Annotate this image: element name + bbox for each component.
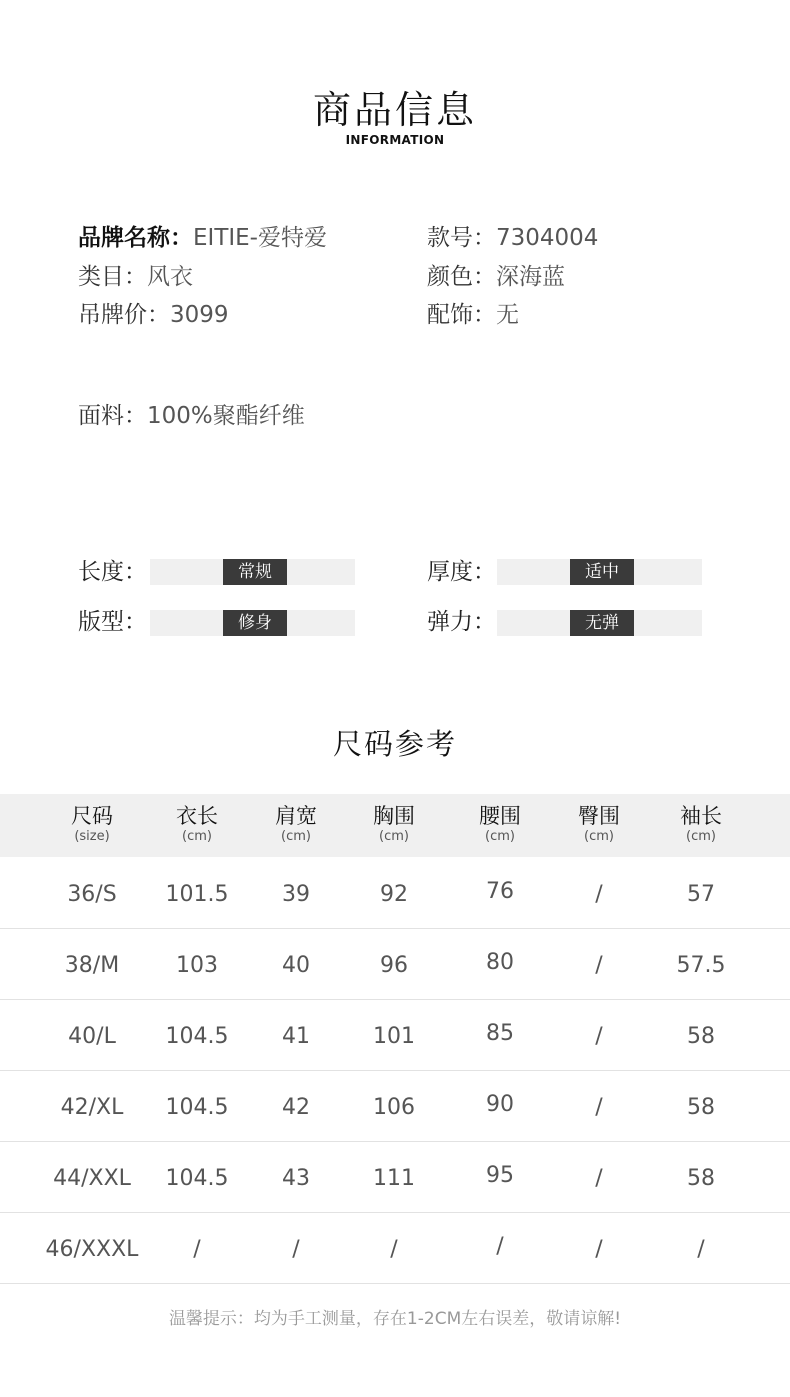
table-cell: 104.5 — [165, 1166, 229, 1191]
table-cell: / — [390, 1237, 398, 1262]
table-cell: 104.5 — [165, 1095, 229, 1120]
brand-label: 品牌名称： — [78, 225, 193, 251]
column-header-label: 衣长 — [176, 804, 218, 828]
table-cell: 103 — [176, 953, 218, 978]
category-value: 风衣 — [147, 264, 193, 290]
attr-elasticity-scale — [497, 610, 702, 636]
table-cell: 57.5 — [676, 953, 726, 978]
table-row — [0, 929, 790, 1000]
table-cell: / — [697, 1237, 705, 1262]
column-header-label: 胸围 — [373, 804, 415, 828]
table-cell: 76 — [486, 879, 514, 904]
table-cell: / — [595, 953, 603, 978]
table-cell: 101.5 — [165, 882, 229, 907]
table-cell: / — [595, 1024, 603, 1049]
column-header-unit: (cm) — [485, 829, 515, 844]
table-cell: / — [595, 1237, 603, 1262]
price-label: 吊牌价： — [78, 302, 170, 328]
attr-thickness-label: 厚度： — [427, 559, 496, 585]
table-cell: 58 — [687, 1024, 715, 1049]
size-table-header — [0, 794, 790, 857]
table-cell: 58 — [687, 1166, 715, 1191]
color-label: 颜色： — [427, 264, 496, 290]
color-value: 深海蓝 — [496, 264, 565, 290]
table-row — [0, 1213, 790, 1284]
column-header — [241, 803, 351, 845]
table-cell: 44/XXL — [53, 1166, 131, 1191]
column-header-unit: (cm) — [686, 829, 716, 844]
size-chart-title: 尺码参考 — [332, 727, 457, 761]
column-header-unit: (cm) — [379, 829, 409, 844]
table-cell: / — [595, 1166, 603, 1191]
table-cell: 58 — [687, 1095, 715, 1120]
column-header-label: 尺码 — [71, 804, 113, 828]
attr-fit-label: 版型： — [78, 609, 147, 635]
accessory-row — [427, 300, 519, 330]
table-cell: 40 — [282, 953, 310, 978]
style-no-row — [427, 223, 598, 253]
column-header — [544, 803, 654, 845]
table-cell: / — [595, 1095, 603, 1120]
accessory-label: 配饰： — [427, 302, 496, 328]
table-cell: 42 — [282, 1095, 310, 1120]
table-cell: 90 — [486, 1092, 514, 1117]
table-cell: 104.5 — [165, 1024, 229, 1049]
table-cell: / — [193, 1237, 201, 1262]
fabric-label: 面料： — [78, 403, 147, 429]
column-header-unit: (cm) — [182, 829, 212, 844]
attr-length-indicator: 常规 — [223, 559, 287, 585]
table-cell: 39 — [282, 882, 310, 907]
column-header — [37, 803, 147, 845]
attr-fit-indicator: 修身 — [223, 610, 287, 636]
table-cell: 43 — [282, 1166, 310, 1191]
table-row — [0, 1142, 790, 1213]
column-header-unit: (size) — [74, 829, 110, 844]
attr-thickness-indicator: 适中 — [570, 559, 634, 585]
brand-value: EITIE-爱特爱 — [193, 225, 327, 251]
page-subtitle: INFORMATION — [345, 133, 445, 147]
column-header — [646, 803, 756, 845]
column-header-label: 肩宽 — [275, 804, 317, 828]
style-no-label: 款号： — [427, 225, 496, 251]
price-value: 3099 — [170, 302, 229, 328]
attr-length-label: 长度： — [78, 559, 147, 585]
table-cell: 106 — [373, 1095, 415, 1120]
accessory-value: 无 — [496, 302, 519, 328]
table-cell: 80 — [486, 950, 514, 975]
table-cell: 41 — [282, 1024, 310, 1049]
table-row — [0, 1000, 790, 1071]
table-cell: / — [595, 882, 603, 907]
measurement-note: 温馨提示：均为手工测量，存在1-2CM左右误差，敬请谅解! — [168, 1309, 622, 1329]
table-cell: / — [292, 1237, 300, 1262]
table-cell: / — [496, 1234, 504, 1259]
color-row — [427, 262, 565, 292]
category-row — [78, 262, 193, 292]
attr-fit-scale — [150, 610, 355, 636]
column-header — [339, 803, 449, 845]
table-cell: 38/M — [64, 953, 120, 978]
table-cell: 36/S — [67, 882, 117, 907]
column-header-label: 腰围 — [479, 804, 521, 828]
price-row — [78, 300, 229, 330]
column-header — [142, 803, 252, 845]
column-header-unit: (cm) — [281, 829, 311, 844]
table-cell: 57 — [687, 882, 715, 907]
page-title: 商品信息 — [312, 88, 477, 132]
fabric-row — [78, 401, 305, 431]
table-row — [0, 1071, 790, 1142]
table-cell: 85 — [486, 1021, 514, 1046]
table-cell: 95 — [486, 1163, 514, 1188]
table-row — [0, 858, 790, 929]
column-header-label: 臀围 — [578, 804, 620, 828]
column-header — [445, 803, 555, 845]
table-cell: 111 — [373, 1166, 415, 1191]
attr-elasticity-indicator: 无弹 — [570, 610, 634, 636]
column-header-unit: (cm) — [584, 829, 614, 844]
table-cell: 40/L — [68, 1024, 116, 1049]
brand-row — [78, 223, 327, 253]
category-label: 类目： — [78, 264, 147, 290]
attr-thickness-scale — [497, 559, 702, 585]
fabric-value: 100%聚酯纤维 — [147, 403, 305, 429]
table-cell: 92 — [380, 882, 408, 907]
table-cell: 42/XL — [60, 1095, 124, 1120]
table-cell: 46/XXXL — [45, 1237, 139, 1262]
style-no-value: 7304004 — [496, 225, 599, 251]
table-cell: 96 — [380, 953, 408, 978]
attr-length-scale — [150, 559, 355, 585]
attr-elasticity-label: 弹力： — [427, 609, 496, 635]
column-header-label: 袖长 — [680, 804, 722, 828]
table-cell: 101 — [373, 1024, 415, 1049]
